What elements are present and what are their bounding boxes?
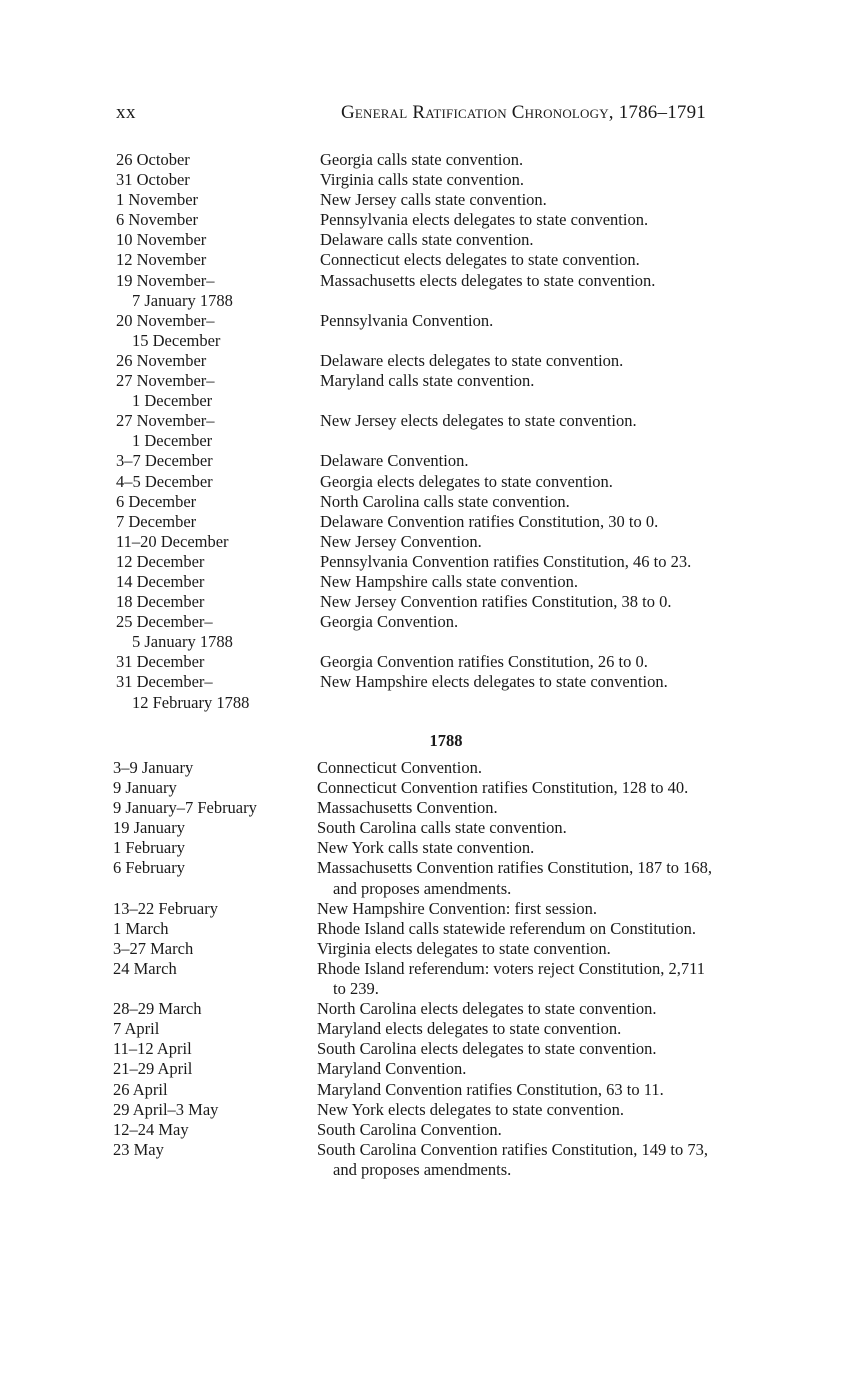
chronology-entry <box>0 472 868 492</box>
chronology-entry <box>0 1100 868 1120</box>
entry-event-line: South Carolina Convention. <box>317 1119 502 1139</box>
entry-event-line: and proposes amendments. <box>333 1159 512 1179</box>
chronology-entry <box>0 512 868 532</box>
entry-event-line: Maryland Convention. <box>317 1059 467 1079</box>
entry-event <box>317 1059 868 1079</box>
entry-event-line: Maryland Convention ratifies Constitution, 63 to 11. <box>317 1079 664 1099</box>
entry-event <box>317 858 868 898</box>
entry-date <box>116 572 320 592</box>
entry-event-line: North Carolina calls state convention. <box>320 491 570 511</box>
entry-event-line: Maryland calls state convention. <box>320 371 535 391</box>
entry-date <box>116 451 320 471</box>
chronology-entry <box>0 758 868 778</box>
entry-event <box>320 411 868 451</box>
running-title: General Ratification Chronology, 1786–1791 <box>341 102 707 123</box>
entry-event <box>320 311 868 351</box>
chronology-entry <box>0 230 868 250</box>
entry-date-line: 6 November <box>116 210 199 230</box>
entry-event-line: Connecticut Convention. <box>317 758 482 777</box>
entry-event-line: New Jersey Convention ratifies Constitution, 38 to 0. <box>320 592 672 612</box>
entry-event-line: South Carolina calls state convention. <box>317 818 567 838</box>
chronology-entry <box>0 1059 868 1079</box>
chronology-entry <box>0 612 868 652</box>
entry-event-line: Georgia calls state convention. <box>320 150 524 169</box>
entry-date-line: 20 November– <box>116 310 215 330</box>
entry-date-line: 27 November– <box>116 411 215 431</box>
page-number: xx <box>116 102 136 123</box>
entry-date-line: 10 November <box>116 230 207 250</box>
entry-date-line: 26 October <box>116 150 190 169</box>
entry-date <box>116 351 320 371</box>
entry-event <box>320 250 868 270</box>
entry-date <box>113 1140 317 1180</box>
entry-date-line: 11–12 April <box>113 1039 192 1059</box>
entry-event <box>317 1120 868 1140</box>
chronology-entry <box>0 170 868 190</box>
entry-event-line: Massachusetts elects delegates to state convention. <box>320 270 656 290</box>
entry-date-line: 13–22 February <box>113 898 218 918</box>
chronology-entry <box>0 1080 868 1100</box>
entry-date-line: 15 December <box>132 330 221 350</box>
entry-event-line: Rhode Island referendum: voters reject Constitution, 2,711 <box>317 958 705 978</box>
entry-date-line: 27 November– <box>116 371 215 391</box>
entry-event <box>320 652 868 672</box>
entry-event-line: and proposes amendments. <box>333 878 512 898</box>
entry-date-line: 3–7 December <box>116 451 213 471</box>
chronology-entry <box>0 572 868 592</box>
entry-date <box>116 552 320 572</box>
entry-date-line: 31 October <box>116 170 190 190</box>
entry-event <box>317 758 868 778</box>
entry-event-line: Virginia elects delegates to state convention. <box>317 938 611 958</box>
entry-date <box>116 411 320 451</box>
entry-date-line: 12 February 1788 <box>132 692 250 712</box>
entry-date-line: 19 November– <box>116 270 215 290</box>
entry-event <box>320 170 868 190</box>
entry-event-line: New Jersey Convention. <box>320 531 482 551</box>
entry-date <box>113 1080 317 1100</box>
entry-event <box>320 472 868 492</box>
entry-date <box>113 758 317 778</box>
entry-event <box>317 838 868 858</box>
entry-event <box>320 532 868 552</box>
entry-event-line: Virginia calls state convention. <box>320 170 524 190</box>
entry-event-line: New York calls state convention. <box>317 838 535 858</box>
entry-date <box>116 250 320 270</box>
entry-date-line: 25 December– <box>116 612 213 632</box>
entry-date-line: 9 January <box>113 778 177 798</box>
entry-event <box>317 959 868 999</box>
entry-event-line: New Jersey elects delegates to state convention. <box>320 411 637 431</box>
entry-event-line: Massachusetts Convention ratifies Constitution, 187 to 168, <box>317 858 713 878</box>
running-header <box>0 102 868 132</box>
entry-date <box>113 1120 317 1140</box>
entry-date <box>116 271 320 311</box>
entry-event <box>320 351 868 371</box>
entry-date <box>116 492 320 512</box>
entry-event <box>317 939 868 959</box>
entry-event-line: New Hampshire calls state convention. <box>320 571 578 591</box>
entry-date <box>113 919 317 939</box>
entry-date <box>113 858 317 898</box>
entry-date <box>116 532 320 552</box>
chronology-1788 <box>0 758 868 1180</box>
entry-date <box>116 230 320 250</box>
entry-event <box>320 612 868 652</box>
entry-date-line: 31 December– <box>116 672 213 692</box>
entry-date <box>113 838 317 858</box>
chronology-entry <box>0 1120 868 1140</box>
entry-event-line: Delaware elects delegates to state convention. <box>320 350 624 370</box>
entry-event <box>317 798 868 818</box>
entry-date <box>116 190 320 210</box>
chronology-entry <box>0 818 868 838</box>
entry-date <box>116 652 320 672</box>
entry-event <box>320 271 868 311</box>
entry-date-line: 7 April <box>113 1019 160 1039</box>
chronology-entry <box>0 492 868 512</box>
entry-date-line: 12 December <box>116 551 205 571</box>
entry-event <box>320 190 868 210</box>
entry-date-line: 9 January–7 February <box>113 798 257 818</box>
entry-date-line: 5 January 1788 <box>132 632 233 652</box>
entry-date-line: 23 May <box>113 1139 164 1159</box>
entry-event <box>317 899 868 919</box>
entry-date-line: 19 January <box>113 818 185 838</box>
entry-event <box>320 572 868 592</box>
chronology-entry <box>0 271 868 311</box>
entry-date <box>116 612 320 652</box>
entry-event-line: New Hampshire Convention: first session. <box>317 898 598 918</box>
chronology-entry <box>0 451 868 471</box>
entry-date-line: 1 February <box>113 838 185 858</box>
entry-date-line: 24 March <box>113 958 177 978</box>
entry-event-line: Georgia Convention ratifies Constitution, 26 to 0. <box>320 652 648 672</box>
entry-date <box>113 1100 317 1120</box>
entry-event-line: Pennsylvania elects delegates to state convention. <box>320 210 649 230</box>
entry-event <box>317 778 868 798</box>
entry-event-line: Maryland elects delegates to state convention. <box>317 1019 622 1039</box>
entry-event-line: Delaware calls state convention. <box>320 230 534 250</box>
chronology-entry <box>0 150 868 170</box>
entry-event-line: North Carolina elects delegates to state convention. <box>317 999 657 1019</box>
entry-date-line: 4–5 December <box>116 471 213 491</box>
entry-date-line: 12 November <box>116 250 207 270</box>
entry-date <box>113 798 317 818</box>
chronology-entry <box>0 999 868 1019</box>
entry-event <box>317 919 868 939</box>
entry-event-line: South Carolina Convention ratifies Constitution, 149 to 73, <box>317 1139 708 1159</box>
entry-event-line: New York elects delegates to state convention. <box>317 1099 625 1119</box>
entry-event-line: Pennsylvania Convention. <box>320 310 494 330</box>
chronology-entry <box>0 250 868 270</box>
entry-date <box>116 472 320 492</box>
entry-event <box>320 230 868 250</box>
chronology-entry <box>0 838 868 858</box>
entry-event <box>320 672 868 712</box>
chronology-entry <box>0 1019 868 1039</box>
entry-event-line: New Hampshire elects delegates to state convention. <box>320 672 668 692</box>
entry-date-line: 21–29 April <box>113 1059 193 1079</box>
entry-event <box>320 552 868 572</box>
entry-event <box>320 371 868 411</box>
chronology-entry <box>0 552 868 572</box>
entry-event-line: Georgia Convention. <box>320 612 459 632</box>
entry-event <box>320 451 868 471</box>
entry-event-line: Delaware Convention. <box>320 451 469 471</box>
entry-date <box>116 371 320 411</box>
chronology-entry <box>0 652 868 672</box>
year-heading-1788: 1788 <box>429 731 463 750</box>
entry-date-line: 1 March <box>113 918 169 938</box>
entry-date-line: 1 December <box>132 431 213 451</box>
entry-date-line: 29 April–3 May <box>113 1099 219 1119</box>
entry-event-line: Pennsylvania Convention ratifies Constitution, 46 to 23. <box>320 551 692 571</box>
entry-date <box>113 818 317 838</box>
chronology-entry <box>0 798 868 818</box>
entry-event-line: Connecticut Convention ratifies Constitution, 128 to 40. <box>317 778 689 798</box>
chronology-entry <box>0 532 868 552</box>
entry-date-line: 1 November <box>116 190 199 210</box>
chronology-entry <box>0 371 868 411</box>
entry-event <box>320 492 868 512</box>
chronology-1787 <box>0 150 868 713</box>
entry-event-line: Connecticut elects delegates to state convention. <box>320 250 640 270</box>
chronology-entry <box>0 939 868 959</box>
chronology-entry <box>0 919 868 939</box>
entry-date <box>113 999 317 1019</box>
entry-date-line: 28–29 March <box>113 999 202 1019</box>
chronology-entry <box>0 1140 868 1180</box>
entry-date-line: 26 April <box>113 1079 168 1099</box>
entry-date <box>116 512 320 532</box>
chronology-entry <box>0 592 868 612</box>
chronology-entry <box>0 778 868 798</box>
entry-date <box>113 778 317 798</box>
chronology-entry <box>0 858 868 898</box>
entry-date-line: 1 December <box>132 391 213 411</box>
entry-date-line: 11–20 December <box>116 531 229 551</box>
entry-date-line: 6 February <box>113 858 185 878</box>
entry-event-line: Georgia elects delegates to state convention. <box>320 471 613 491</box>
entry-date-line: 6 December <box>116 491 197 511</box>
entry-event <box>317 1140 868 1180</box>
chronology-entry <box>0 311 868 351</box>
entry-date <box>116 170 320 190</box>
entry-date <box>113 939 317 959</box>
entry-date <box>116 150 320 170</box>
chronology-entry <box>0 899 868 919</box>
entry-date <box>113 1059 317 1079</box>
entry-event <box>317 1100 868 1120</box>
entry-date <box>116 592 320 612</box>
entry-date-line: 31 December <box>116 652 205 672</box>
entry-event-line: Rhode Island calls statewide referendum on Constitution. <box>317 918 696 938</box>
entry-date <box>116 210 320 230</box>
entry-date <box>113 899 317 919</box>
entry-date <box>113 959 317 999</box>
entry-date-line: 14 December <box>116 571 205 591</box>
entry-date <box>113 1019 317 1039</box>
entry-event <box>317 999 868 1019</box>
entry-event <box>320 210 868 230</box>
entry-date-line: 7 January 1788 <box>132 290 233 310</box>
entry-event <box>320 592 868 612</box>
entry-event-line: Delaware Convention ratifies Constitution, 30 to 0. <box>320 511 659 531</box>
chronology-entry <box>0 190 868 210</box>
entry-date <box>113 1039 317 1059</box>
chronology-entry <box>0 959 868 999</box>
entry-event-line: New Jersey calls state convention. <box>320 190 547 210</box>
entry-event-line: Massachusetts Convention. <box>317 798 498 818</box>
entry-date-line: 12–24 May <box>113 1119 189 1139</box>
entry-event <box>320 150 868 170</box>
entry-date <box>116 672 320 712</box>
entry-date-line: 18 December <box>116 592 205 612</box>
chronology-entry <box>0 1039 868 1059</box>
entry-event <box>320 512 868 532</box>
entry-event <box>317 1080 868 1100</box>
chronology-entry <box>0 411 868 451</box>
entry-event <box>317 818 868 838</box>
entry-event <box>317 1019 868 1039</box>
entry-date-line: 3–9 January <box>113 758 194 777</box>
entry-date-line: 3–27 March <box>113 938 194 958</box>
chronology-entry <box>0 351 868 371</box>
chronology-entry <box>0 672 868 712</box>
entry-date <box>116 311 320 351</box>
entry-event-line: to 239. <box>333 979 379 999</box>
entry-event <box>317 1039 868 1059</box>
chronology-entry <box>0 210 868 230</box>
entry-date-line: 7 December <box>116 511 197 531</box>
entry-event-line: South Carolina elects delegates to state convention. <box>317 1039 657 1059</box>
entry-date-line: 26 November <box>116 350 207 370</box>
